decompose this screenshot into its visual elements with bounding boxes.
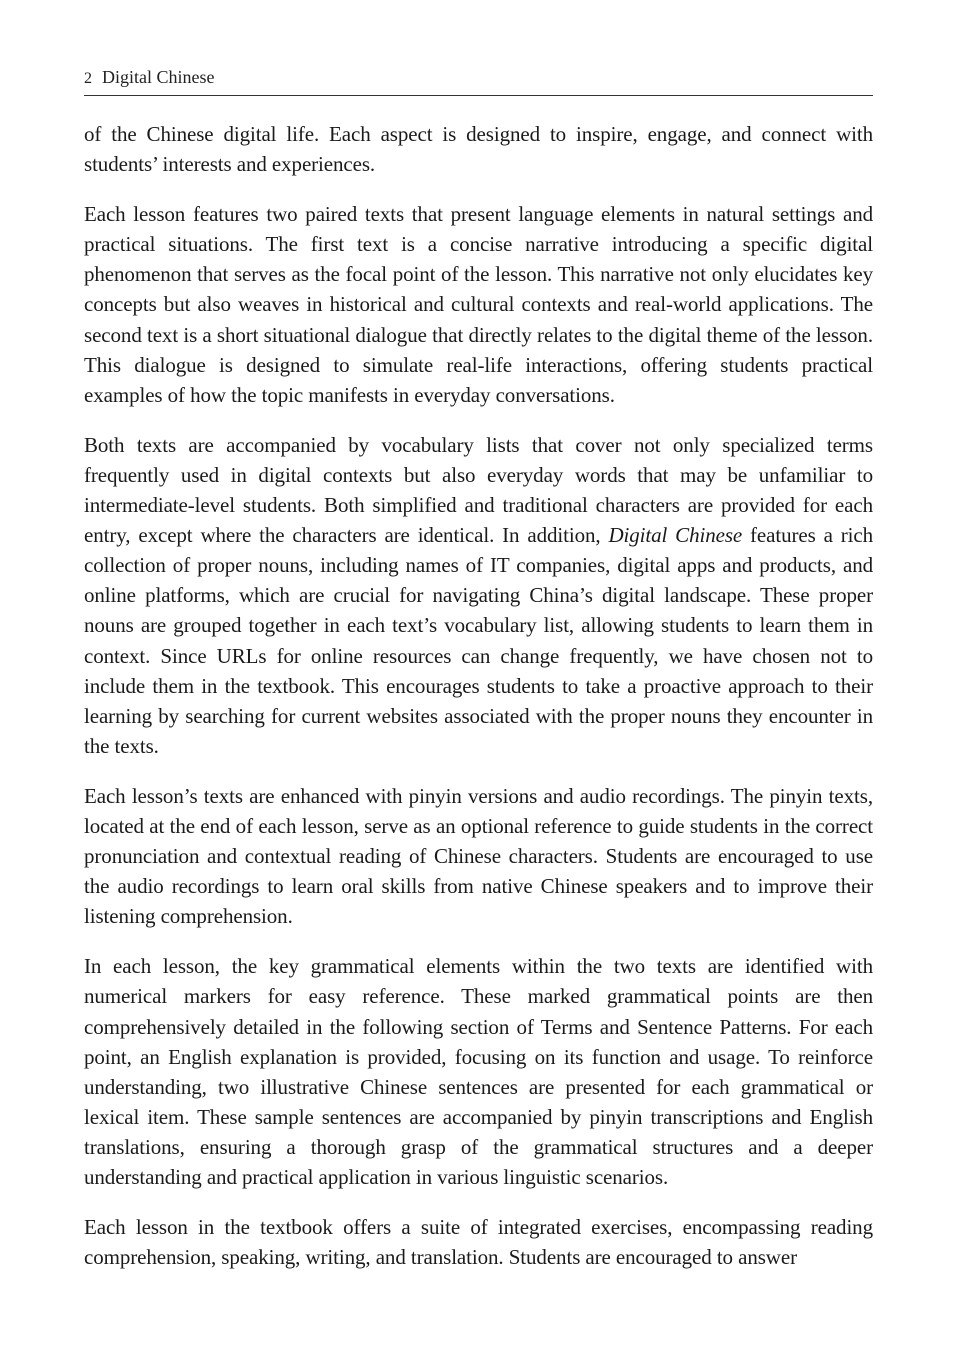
paragraph-6: Each lesson in the textbook offers a suite of integrated exercises, encompassing reading comprehension, speaking, writing, and translation. Students are encouraged to answer xyxy=(84,1215,873,1270)
running-header xyxy=(84,64,873,96)
paragraph-1: of the Chinese digital life. Each aspect is designed to inspire, engage, and connect with students’ interests and experiences. xyxy=(84,122,873,177)
paragraph-4: Each lesson’s texts are enhanced with pinyin versions and audio recordings. The pinyin texts, located at the end of each lesson, serve as an optional reference to guide students in the correct pronunciation and contextual reading of Chinese characters. Students are encouraged to use the audio recordings to learn oral skills from native Chinese speakers and to improve their listening comprehension. xyxy=(84,783,873,929)
book-title-italic: Digital Chinese xyxy=(608,523,743,548)
paragraph-2: Each lesson features two paired texts that present language elements in natural settings and practical situations. The first text is a concise narrative introducing a specific digital phenomenon that serves as the focal point of the lesson. This narrative not only elucidates key concepts but also weaves in historical and cultural contexts and real-world applications. The second text is a short situational dialogue that directly relates to the digital theme of the lesson. This dialogue is designed to simulate real-life interactions, offering students practical examples of how the topic manifests in everyday conversations. xyxy=(84,202,873,407)
running-title: Digital Chinese xyxy=(102,67,215,87)
paragraph-3-text-after: features a rich collection of proper nouns, including names of IT companies, digital apps and products, and online platforms, which are crucial for navigating China’s digital landscape. These proper nouns are grouped together in each text’s vocabulary list, allowing students to learn them in context. Since URLs for online resources can change frequently, we have chosen not to include them in the textbook. This encourages students to take a proactive approach to their learning by searching for current websites associated with the proper nouns they encounter in the texts. xyxy=(84,523,873,758)
body-text xyxy=(84,119,873,1292)
page-number: 2 xyxy=(84,70,92,87)
paragraph-3-text-before: Both texts are accompanied by vocabulary lists that cover not only specialized terms frequently used in digital contexts but also everyday words that may be unfamiliar to intermediate-level students. Both simplified and traditional characters are provided for each entry, except where the characters are identical. In addition, xyxy=(84,432,873,548)
paragraph-5: In each lesson, the key grammatical elements within the two texts are identified with numerical markers for easy reference. These marked grammatical points are then comprehensively detailed in the following section of Terms and Sentence Patterns. For each point, an English explanation is provided, focusing on its function and usage. To reinforce understanding, two illustrative Chinese sentences are presented for each grammatical or lexical item. These sample sentences are accompanied by pinyin transcriptions and English translations, ensuring a thorough grasp of the grammatical structures and a deeper understanding and practical application in various linguistic scenarios. xyxy=(84,954,873,1189)
paragraph-3 xyxy=(84,430,873,761)
